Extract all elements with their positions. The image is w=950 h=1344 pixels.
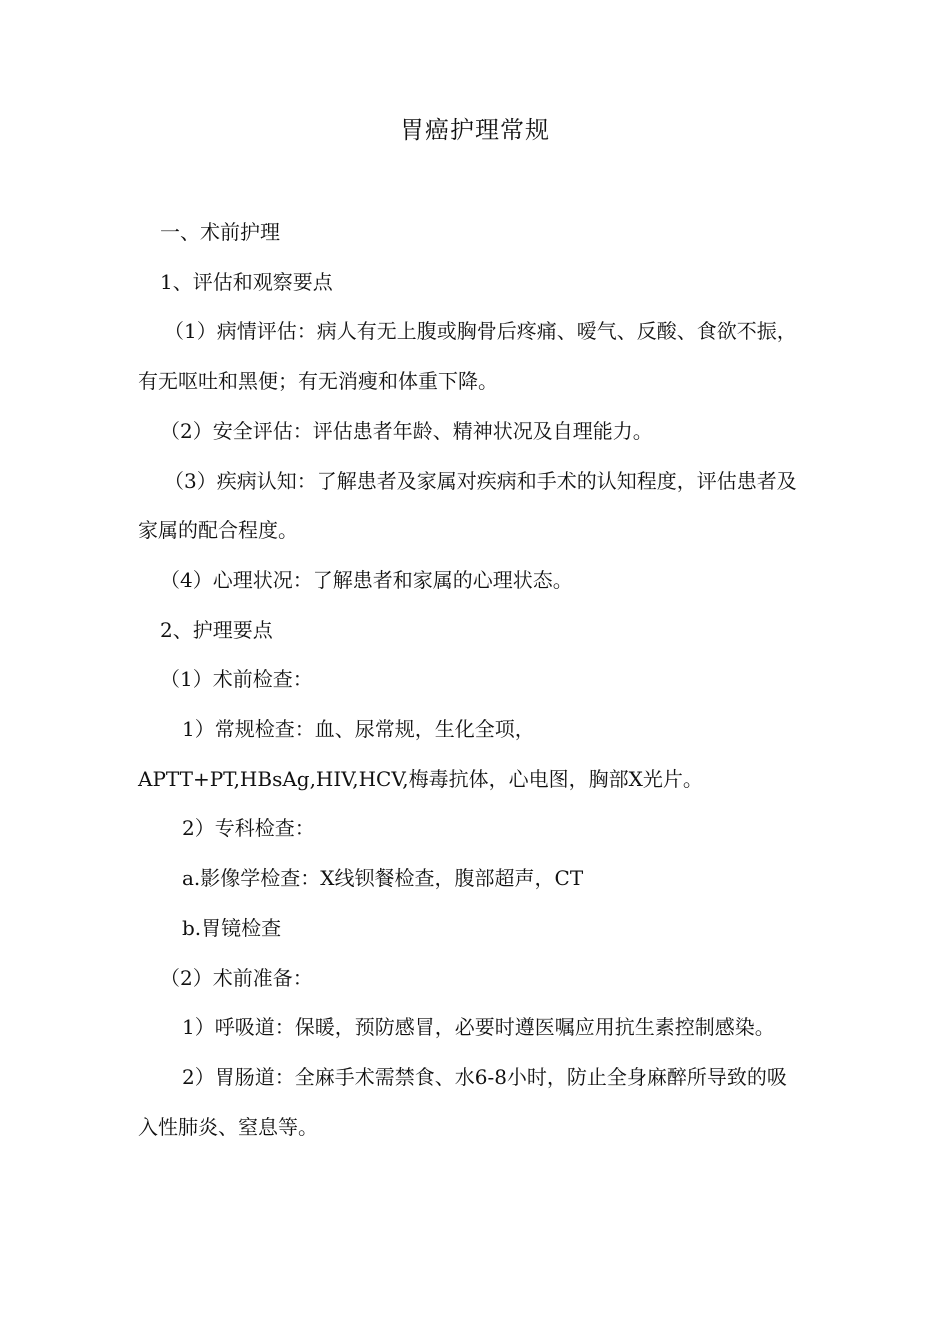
paragraph: （1）病情评估：病人有无上腹或胸骨后疼痛、嗳气、反酸、食欲不振，有无呕吐和黑便；有无消瘦和体重下降。	[138, 319, 797, 394]
paragraph: （2）术前准备：	[160, 965, 313, 990]
paragraph: 2）胃肠道：全麻手术需禁食、水6-8小时，防止全身麻醉所导致的吸入性肺炎、窒息等。	[138, 1064, 787, 1139]
subsection-heading: 2、护理要点	[160, 617, 273, 642]
subsection-heading: 1、评估和观察要点	[160, 269, 333, 294]
section-heading: 一、术前护理	[160, 220, 280, 244]
paragraph: 2）专科检查：	[182, 816, 315, 841]
paragraph: 1）常规检查：血、尿常规，生化全项，APTT+PT,HBsAg,HIV,HCV,梅毒抗体，心电图，胸部X光片。	[138, 717, 703, 791]
paragraph: 1）呼吸道：保暖，预防感冒，必要时遵医嘱应用抗生素控制感染。	[182, 1015, 775, 1040]
document-body	[138, 208, 802, 1152]
paragraph: （1）术前检查：	[160, 667, 313, 692]
paragraph: （4）心理状况：了解患者和家属的心理状态。	[160, 567, 573, 592]
document-title: 胃癌护理常规	[400, 116, 550, 144]
paragraph: a.影像学检查：X线钡餐检查，腹部超声，CT	[182, 866, 584, 891]
paragraph: （2）安全评估：评估患者年龄、精神状况及自理能力。	[160, 418, 653, 443]
paragraph: b.胃镜检查	[182, 915, 282, 940]
paragraph: （3）疾病认知：了解患者及家属对疾病和手术的认知程度，评估患者及家属的配合程度。	[138, 468, 797, 543]
